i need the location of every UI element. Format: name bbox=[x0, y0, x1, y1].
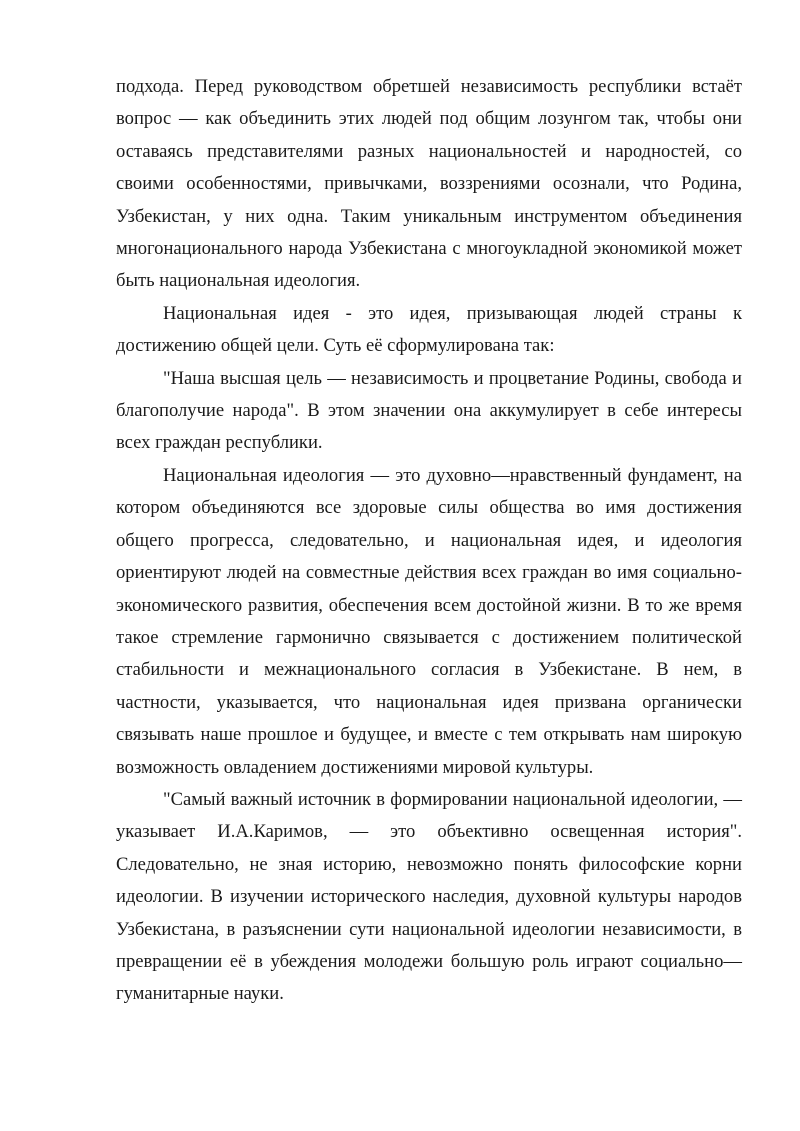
paragraph-3: "Наша высшая цель — независимость и процветание Родины, свобода и благополучие народа". В этом значении она аккумулирует в себе интересы всех граждан республики. bbox=[116, 367, 742, 454]
paragraph-1: подхода. Перед руководством обретшей независимость республики встаёт вопрос — как объединить этих людей под общим лозунгом так, чтобы они оставаясь представителями разных национальностей и народностей, со своими особенностями, привычками, воззрениями осознали, что Родина, Узбекистан, у них одна. Таким уникальным инструментом объединения многонационального народа Узбекистана с многоукладной экономикой может быть национальная идеология. bbox=[116, 76, 742, 292]
paragraph-2: Национальная идея - это идея, призывающая людей страны к достижению общей цели. Суть её сформулирована так: bbox=[116, 302, 742, 357]
paragraph-4: Национальная идеология — это духовно—нравственный фундамент, на котором объединяются все здоровые силы общества во имя достижения общего прогресса, следовательно, и национальная идея, и идеология ориентируют людей на совместные действия всех граждан во имя социально-экономического развития, обеспечения всем достойной жизни. В то же время такое стремление гармонично связывается с достижением политической стабильности и межнационального согласия в Узбекистане. В нем, в частности, указывается, что национальная идея призвана органически связывать наше прошлое и будущее, и вместе с тем открывать нам широкую возможность овладением достижениями мировой культуры. bbox=[116, 464, 742, 778]
document-body bbox=[116, 71, 742, 1011]
paragraph-5: "Самый важный источник в формировании национальной идеологии, — указывает И.А.Каримов, — это объективно освещенная история". Следовательно, не зная историю, невозможно понять философские корни идеологии. В изучении исторического наследия, духовной культуры народов Узбекистана, в разъяснении сути национальной идеологии независимости, в превращении её в убеждения молодежи большую роль играют социально—гуманитарные науки. bbox=[116, 788, 742, 1005]
